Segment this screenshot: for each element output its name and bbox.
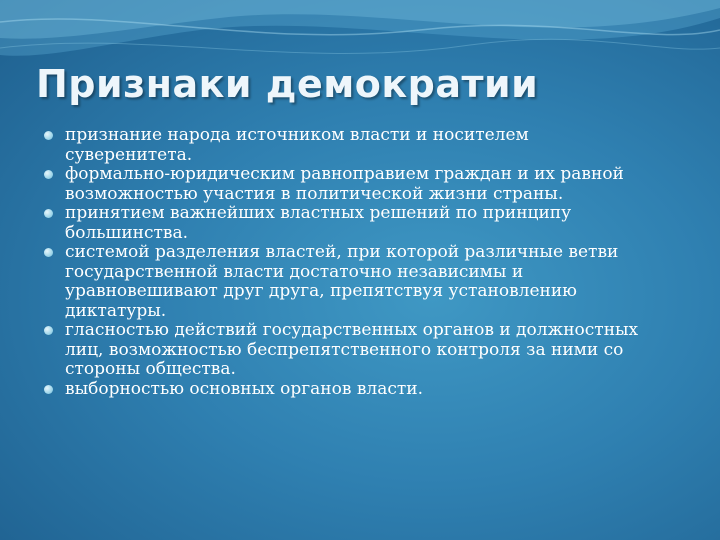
list-item [44,380,644,400]
list-item-text: системой разделения властей, при которой различные ветви государственной власти достаточно независимы и уравновешивают друг друга, препятствуя установлению диктатуры. [65,242,619,321]
slide-title: Признаки демократии [36,62,539,106]
list-item [44,204,644,243]
list-item [44,126,644,165]
list-item [44,321,644,380]
bullet-list [44,126,644,399]
list-item-text: выборностью основных органов власти. [65,378,424,399]
list-item-text: принятием важнейших властных решений по принципу большинства. [65,203,572,243]
bullet-icon [44,170,53,179]
bullet-icon [44,209,53,218]
bullet-icon [44,326,53,335]
bullet-icon [44,385,53,394]
list-item [44,243,644,321]
list-item [44,165,644,204]
list-item-text: гласностью действий государственных органов и должностных лиц, возможностью беспрепятственного контроля за ними со стороны общества. [65,320,639,379]
bullet-icon [44,131,53,140]
list-item-text: формально-юридическим равноправием граждан и их равной возможностью участия в политической жизни страны. [65,164,624,204]
bullet-icon [44,248,53,257]
list-item-text: признание народа источником власти и носителем суверенитета. [65,125,529,165]
